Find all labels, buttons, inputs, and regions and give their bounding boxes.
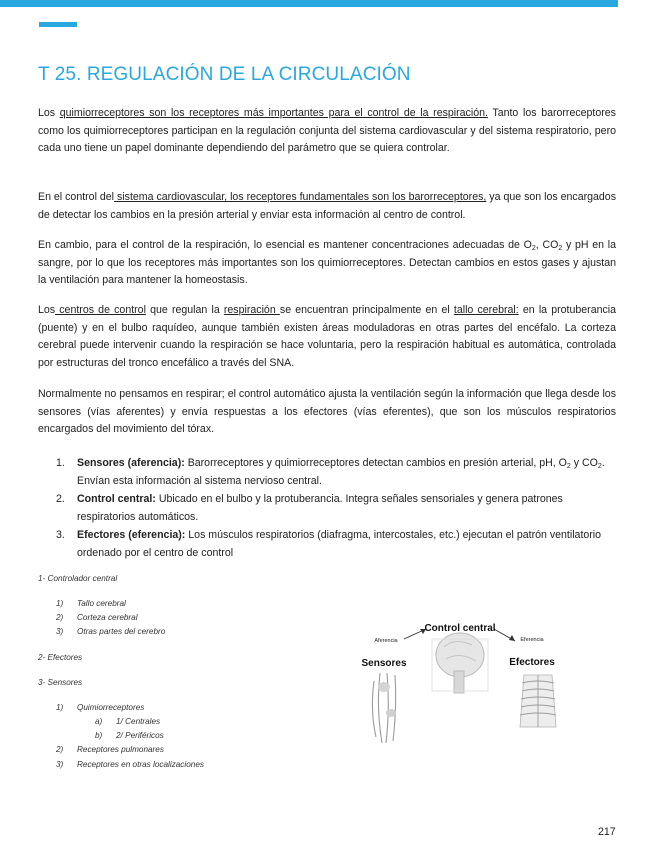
list-item-text: . Envían esta información al sistema nervioso central. xyxy=(77,457,605,487)
paragraph-4: Los centros de control que regulan la respiración se encuentran principalmente en el tallo cerebral: en la protuberancia (puente) y en el bulbo raquídeo, aunque también existen áreas moduladoras en otras partes del encéfalo. La corteza cerebral puede intervenir cuando la respiración se hace voluntaria, pero la respiración habitual es automática, controlada por estructuras del tronco encefálico a través del SNA. xyxy=(38,304,617,369)
note-item-number: 3) xyxy=(56,627,64,636)
note-item-number: 2) xyxy=(56,613,64,622)
note-item xyxy=(56,626,166,637)
page-title: T 25. REGULACIÓN DE LA CIRCULACIÓN xyxy=(38,64,411,85)
note-subitem xyxy=(95,716,161,727)
note-item xyxy=(56,612,138,623)
note-item-number: 1) xyxy=(56,703,64,712)
paragraph-3 xyxy=(38,237,616,290)
note-item xyxy=(56,702,145,713)
diagram-left-label: Sensores xyxy=(361,658,407,669)
list-item xyxy=(56,491,616,526)
note-item-text: Tallo cerebral xyxy=(77,599,126,608)
diagram-center-label: Control central xyxy=(424,623,496,634)
paragraph-2: En el control del sistema cardiovascular, los receptores fundamentales son los barorreceptores, ya que son los encargados de detectar los cambios en la presión arterial y enviar esta información al centro de control. xyxy=(38,191,616,221)
title-accent-mark xyxy=(39,22,77,27)
list-item-sub: 2 xyxy=(566,463,571,470)
list-item xyxy=(56,455,616,490)
note-subitem-text: 2/ Periféricos xyxy=(116,731,164,740)
note-item-number: 2) xyxy=(56,745,64,754)
note-item xyxy=(56,744,164,755)
note-item-text: Corteza cerebral xyxy=(77,613,138,622)
list-item-heading: Control central: xyxy=(77,493,156,505)
effectors-illustration xyxy=(520,675,556,727)
note-item xyxy=(56,598,126,609)
paragraph-1: Los quimiorreceptores son los receptores más importantes para el control de la respiración. Tanto los barorreceptores como los quimiorreceptores participan en la regulación conjunta del sistema cardiovascular y del sistema respiratorio, pero cada uno tiene un papel dominante dependiendo del parámetro que se quiera controlar. xyxy=(38,107,616,154)
note-item-text: Quimiorreceptores xyxy=(77,703,145,712)
list-item-heading: Sensores (aferencia): xyxy=(77,457,185,469)
note-subitem xyxy=(95,730,164,741)
list-item-sub: 2 xyxy=(597,463,602,470)
note-item-text: Receptores pulmonares xyxy=(77,745,164,754)
note-subitem-letter: a) xyxy=(95,717,103,726)
diagram-right-label: Efectores xyxy=(509,657,555,668)
p4-underlined-2: respiración xyxy=(223,304,280,316)
p4-underlined-1: centros de control xyxy=(55,304,146,316)
note-efectores: 2- Efectores xyxy=(38,653,83,662)
note-item xyxy=(56,759,204,770)
page-number: 217 xyxy=(598,826,616,838)
note-item-text: Otras partes del cerebro xyxy=(77,627,166,636)
sensors-illustration xyxy=(372,673,396,743)
p1-underlined: quimiorreceptores son los receptores más importantes para el control de la respiración. xyxy=(59,107,488,119)
note-item-text: Receptores en otras localizaciones xyxy=(77,760,204,769)
note-item-number: 3) xyxy=(56,760,64,769)
note-item-number: 1) xyxy=(56,599,64,608)
numbered-list xyxy=(56,455,616,563)
list-number: 1. xyxy=(56,457,65,469)
brain-illustration xyxy=(432,633,488,693)
note-subitem-text: 1/ Centrales xyxy=(116,717,161,726)
list-item-text: Los músculos respiratorios (diafragma, intercostales, etc.) ejecutan el patrón ventilatorio ordenado por el centro de control xyxy=(77,529,602,559)
note-sensores: 3- Sensores xyxy=(38,678,83,687)
list-number: 2. xyxy=(56,493,65,505)
list-item xyxy=(56,527,616,562)
list-item-text: y CO xyxy=(570,457,598,469)
p3-text-a: En cambio, para el control de la respiración, lo esencial es mantener concentraciones adecuadas de O xyxy=(38,239,532,251)
p2-text: ya que son los encargados de detectar los cambios en la presión arterial y enviar esta información al centro de control. xyxy=(38,191,616,221)
p3-sub-co2: 2 xyxy=(558,245,563,252)
p3-text-c: , CO xyxy=(535,239,559,251)
respiratory-control-diagram xyxy=(360,617,565,750)
list-item-text: Ubicado en el bulbo y la protuberancia. Integra señales sensoriales y genera patrones respiratorios automáticos. xyxy=(77,493,563,523)
diagram-efferent-label: Eferencia xyxy=(520,637,544,643)
p4-text-3: en la protuberancia (puente) y en el bulbo raquídeo, aunque también existen áreas moduladoras en otras partes del encéfalo. La corteza cerebral puede intervenir cuando la respiración se hace voluntaria, pero la respiración habitual es automática, controlada por estructuras del tronco encefálico a través del SNA. xyxy=(38,304,617,369)
paragraph-5: Normalmente no pensamos en respirar; el control automático ajusta la ventilación según la información que llega desde los sensores (vías aferentes) y envía respuestas a los efectores (vías eferentes), que son los músculos respiratorios encargados del movimiento del tórax. xyxy=(38,388,616,435)
p4-text-1: que regulan la xyxy=(145,304,224,316)
p3-text-e: y pH en la sangre, por lo que los receptores más importantes son los quimiorreceptores. Detectan cambios en estos gases y ajustan la ventilación para mantener la homeostasis. xyxy=(38,239,616,286)
p4-text-2: se encuentran principalmente en el xyxy=(279,304,454,316)
note-subitem-letter: b) xyxy=(95,731,103,740)
p2-underlined: sistema cardiovascular, los receptores fundamentales son los barorreceptores, xyxy=(114,191,487,203)
diagram-afferent-label: Aferencia xyxy=(374,638,398,644)
list-item-heading: Efectores (eferencia): xyxy=(77,529,186,541)
list-item-text: Barorreceptores y quimiorreceptores detectan cambios en presión arterial, pH, O xyxy=(184,457,567,469)
note-controlador: 1- Controlador central xyxy=(38,574,118,583)
p1-text: Tanto los barorreceptores como los quimiorreceptores participan en la regulación conjunta del sistema cardiovascular y del sistema respiratorio, pero cada uno tiene un papel dominante dependiendo del parámetro que se quiera controlar. xyxy=(38,107,616,154)
top-accent-bar xyxy=(0,0,618,7)
p3-sub-o2: 2 xyxy=(531,245,536,252)
p4-underlined-3: tallo cerebral: xyxy=(453,304,519,316)
list-number: 3. xyxy=(56,529,65,541)
